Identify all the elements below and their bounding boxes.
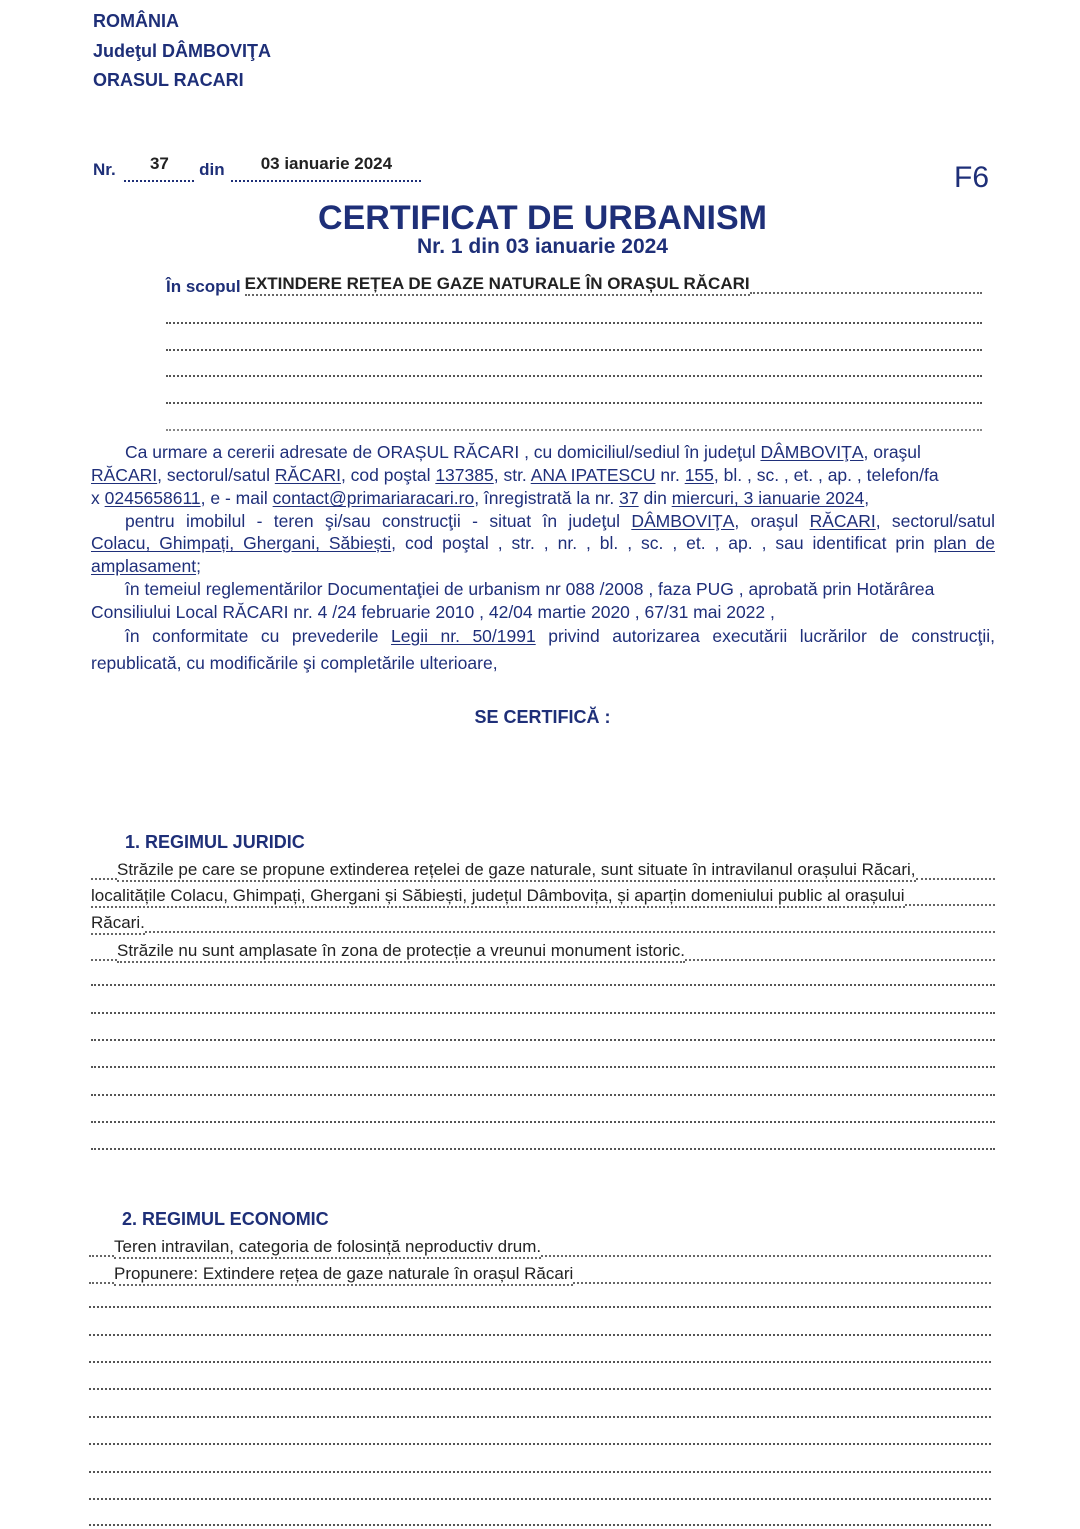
registration-line <box>93 154 421 182</box>
request-line-2: RĂCARI, sectorul/satul RĂCARI, cod poştal 137385, str. ANA IPATESCU nr. 155, bl. , sc. , et. , ap. , telefon/fa <box>91 465 939 485</box>
phone: 0245658611 <box>104 488 201 508</box>
section1-line-1: Străzile pe care se propune extinderea rețelei de gaze naturale, sunt situate în intravilanul orașului Răcari, <box>91 860 995 883</box>
law-link[interactable]: Legii nr. 50/1991 <box>391 626 536 646</box>
blank-line <box>89 1471 991 1473</box>
date-value: 03 ianuarie 2024 <box>260 154 393 173</box>
blank-line <box>91 1148 995 1150</box>
blank-line <box>91 1094 995 1096</box>
section2-line-1: Teren intravilan, categoria de folosință neproductiv drum. <box>89 1237 991 1260</box>
request-line-6: amplasament; <box>91 556 201 576</box>
blank-line <box>91 1012 995 1014</box>
section1-line-2: localitățile Colacu, Ghimpați, Ghergani și Săbiești, județul Dâmbovița, și aparțin domeniului public al orașului <box>91 886 995 909</box>
legal-basis-line-1: în temeiul reglementărilor Documentaţiei de urbanism nr 088 /2008 , faza PUG , aprobată prin Hotărârea <box>125 579 935 599</box>
blank-line <box>89 1361 991 1363</box>
section1-line-3: Răcari. <box>91 913 995 936</box>
law-line: în conformitate cu prevederile Legii nr. 50/1991 privind autorizarea executării lucrărilor de construcţii, <box>125 626 995 646</box>
blank-line <box>166 402 982 404</box>
request-line-4: pentru imobilul - teren şi/sau construcţii - situat în judeţul DÂMBOVIŢA, oraşul RĂCARI, sectorul/satul <box>125 511 996 531</box>
request-line-1: Ca urmare a cererii adresate de ORAȘUL RĂCARI , cu domiciliul/sediul în judeţul DÂMBOVIŢA, oraşul <box>125 442 921 462</box>
request-line-5: Colacu, Ghimpați, Ghergani, Săbiești, cod poştal , str. , nr. , bl. , sc. , et. , ap. , sau identificat prin plan de <box>91 533 996 553</box>
form-code: F6 <box>954 161 990 194</box>
blank-line <box>89 1498 991 1500</box>
section2-heading: 2. REGIMUL ECONOMIC <box>122 1209 329 1229</box>
section1-heading: 1. REGIMUL JURIDIC <box>125 832 305 852</box>
section2-line-2: Propunere: Extindere rețea de gaze naturale în orașul Răcari <box>89 1264 991 1287</box>
email-link[interactable]: contact@primariaracari.ro <box>272 488 475 508</box>
blank-line <box>166 429 982 431</box>
blank-line <box>91 1066 995 1068</box>
purpose-value: EXTINDERE REȚEA DE GAZE NATURALE ÎN ORAȘUL RĂCARI <box>245 274 750 296</box>
header-town: ORASUL RACARI <box>93 70 244 90</box>
header-county: Judeţul DÂMBOVIŢA <box>93 41 271 61</box>
blank-line <box>166 375 982 377</box>
blank-line <box>91 1039 995 1041</box>
purpose-line <box>166 274 982 297</box>
blank-line <box>89 1334 991 1336</box>
page-subtitle: Nr. 1 din 03 ianuarie 2024 <box>417 235 668 258</box>
header-country: ROMÂNIA <box>93 11 179 31</box>
request-county: DÂMBOVIŢA <box>760 442 864 462</box>
blank-line <box>91 984 995 986</box>
law-line-2: republicată, cu modificările şi completările ulterioare, <box>91 653 498 673</box>
blank-line <box>89 1306 991 1308</box>
page-title: CERTIFICAT DE URBANISM <box>318 199 767 237</box>
blank-line <box>89 1388 991 1390</box>
blank-line <box>166 349 982 351</box>
blank-line <box>91 1121 995 1123</box>
blank-line <box>89 1443 991 1445</box>
blank-line <box>89 1416 991 1418</box>
legal-basis-line-2: Consiliului Local RĂCARI nr. 4 /24 februarie 2010 , 42/04 martie 2020 , 67/31 mai 2022 , <box>91 602 775 622</box>
request-line-3: x 0245658611, e - mail contact@primariaracari.ro, înregistrată la nr. 37 din miercuri, 3 ianuarie 2024, <box>91 488 870 508</box>
certifies-heading: SE CERTIFICĂ : <box>474 707 611 727</box>
nr-value: 37 <box>149 154 169 173</box>
section1-line-4: Străzile nu sunt amplasate în zona de protecție a vreunui monument istoric. <box>91 941 995 964</box>
din-label: din <box>199 160 225 179</box>
blank-line <box>89 1524 991 1526</box>
purpose-label: În scopul <box>166 277 241 296</box>
nr-label: Nr. <box>93 160 116 179</box>
blank-line <box>166 322 982 324</box>
